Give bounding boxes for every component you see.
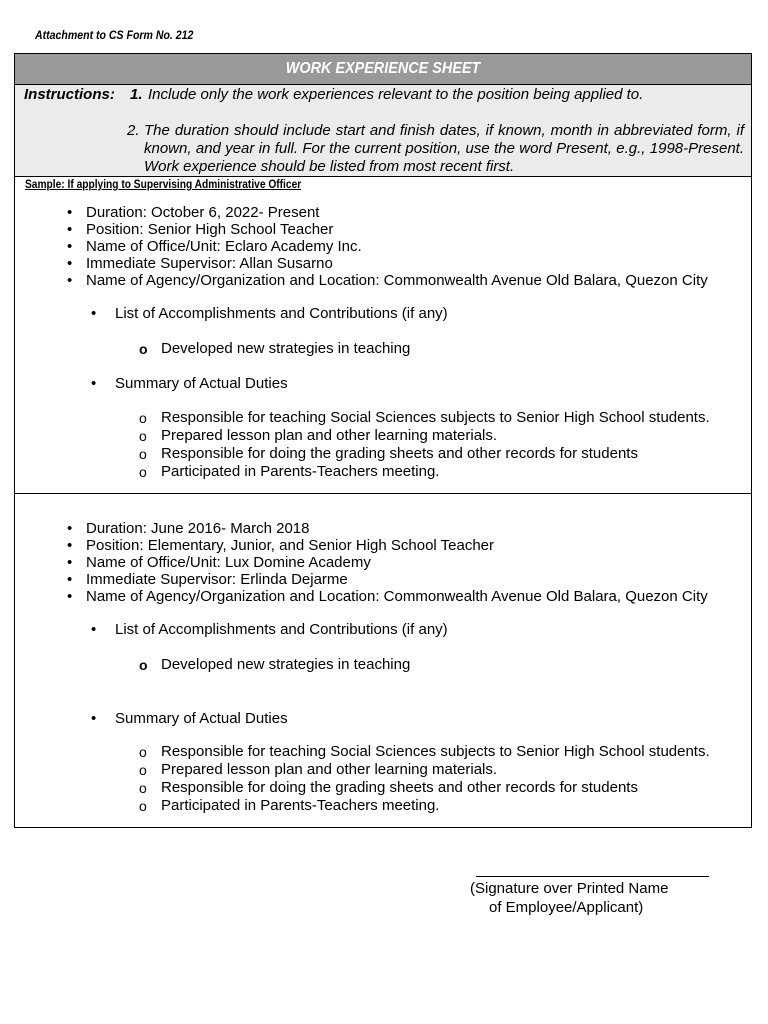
sub-bullet-icon: o bbox=[139, 657, 148, 673]
instruction-2-number: 2. bbox=[127, 122, 140, 139]
sub-bullet-icon: o bbox=[139, 428, 147, 444]
sheet-title: WORK EXPERIENCE SHEET bbox=[285, 60, 481, 77]
position: Position: Senior High School Teacher bbox=[86, 221, 334, 238]
sub-bullet-icon: o bbox=[139, 446, 147, 462]
duty-item: Participated in Parents-Teachers meeting. bbox=[161, 797, 440, 814]
bullet-icon: • bbox=[67, 537, 73, 554]
duty-item: Responsible for teaching Social Sciences subjects to Senior High School students. bbox=[161, 743, 710, 760]
position: Position: Elementary, Junior, and Senior High School Teacher bbox=[86, 537, 495, 554]
duty-item: Prepared lesson plan and other learning materials. bbox=[161, 427, 498, 444]
office-unit: Name of Office/Unit: Eclaro Academy Inc. bbox=[86, 238, 362, 255]
attachment-label: Attachment to CS Form No. 212 bbox=[35, 28, 194, 42]
accomplishment-item: Developed new strategies in teaching bbox=[161, 656, 411, 673]
bullet-icon: • bbox=[91, 621, 97, 638]
duration: Duration: October 6, 2022- Present bbox=[86, 204, 320, 221]
bullet-icon: • bbox=[91, 375, 97, 392]
bullet-icon: • bbox=[67, 571, 73, 588]
sub-bullet-icon: o bbox=[139, 744, 147, 760]
duties-label: Summary of Actual Duties bbox=[115, 710, 288, 727]
accomplishments-label: List of Accomplishments and Contributions (if any) bbox=[115, 305, 448, 322]
signature-caption-line1: (Signature over Printed Name bbox=[470, 880, 669, 897]
bullet-icon: • bbox=[67, 221, 73, 238]
sheet-title-bar bbox=[15, 54, 751, 85]
sub-bullet-icon: o bbox=[139, 464, 147, 480]
bullet-icon: • bbox=[91, 710, 97, 727]
duty-item: Participated in Parents-Teachers meeting. bbox=[161, 463, 440, 480]
duties-label: Summary of Actual Duties bbox=[115, 375, 288, 392]
duty-item: Prepared lesson plan and other learning materials. bbox=[161, 761, 498, 778]
accomplishments-label: List of Accomplishments and Contributions (if any) bbox=[115, 621, 448, 638]
sub-bullet-icon: o bbox=[139, 410, 147, 426]
sub-bullet-icon: o bbox=[139, 798, 147, 814]
bullet-icon: • bbox=[67, 204, 73, 221]
work-experience-sheet bbox=[14, 53, 752, 828]
entry-divider bbox=[15, 493, 751, 494]
signature-line bbox=[476, 876, 709, 877]
duty-item: Responsible for teaching Social Sciences subjects to Senior High School students. bbox=[161, 409, 710, 426]
immediate-supervisor: Immediate Supervisor: Allan Susarno bbox=[86, 255, 333, 272]
sub-bullet-icon: o bbox=[139, 780, 147, 796]
sub-bullet-icon: o bbox=[139, 341, 148, 357]
immediate-supervisor: Immediate Supervisor: Erlinda Dejarme bbox=[86, 571, 348, 588]
bullet-icon: • bbox=[67, 238, 73, 255]
bullet-icon: • bbox=[91, 305, 97, 322]
bullet-icon: • bbox=[67, 588, 73, 605]
office-unit: Name of Office/Unit: Lux Domine Academy bbox=[86, 554, 371, 571]
sample-note: Sample: If applying to Supervising Administrative Officer bbox=[25, 177, 302, 191]
agency-location: Name of Agency/Organization and Location: Commonwealth Avenue Old Balara, Quezon City bbox=[86, 588, 708, 605]
duty-item: Responsible for doing the grading sheets and other records for students bbox=[161, 779, 638, 796]
bullet-icon: • bbox=[67, 272, 73, 289]
instructions-label: Instructions: bbox=[24, 86, 115, 103]
bullet-icon: • bbox=[67, 554, 73, 571]
instruction-1-text: Include only the work experiences relevant to the position being applied to. bbox=[148, 86, 644, 103]
signature-caption-line2: of Employee/Applicant) bbox=[489, 899, 644, 916]
instruction-1-number: 1. bbox=[130, 86, 143, 103]
bullet-icon: • bbox=[67, 255, 73, 272]
instruction-2-text: The duration should include start and finish dates, if known, month in abbreviated form, if known, and year in full. For the current position, use the word Present, e.g., 1998-Present. Work experience should be listed from most recent first. bbox=[144, 122, 744, 175]
instructions-box bbox=[15, 85, 751, 177]
duration: Duration: June 2016- March 2018 bbox=[86, 520, 310, 537]
bullet-icon: • bbox=[67, 520, 73, 537]
accomplishment-item: Developed new strategies in teaching bbox=[161, 340, 411, 357]
agency-location: Name of Agency/Organization and Location: Commonwealth Avenue Old Balara, Quezon City bbox=[86, 272, 708, 289]
sub-bullet-icon: o bbox=[139, 762, 147, 778]
duty-item: Responsible for doing the grading sheets and other records for students bbox=[161, 445, 638, 462]
